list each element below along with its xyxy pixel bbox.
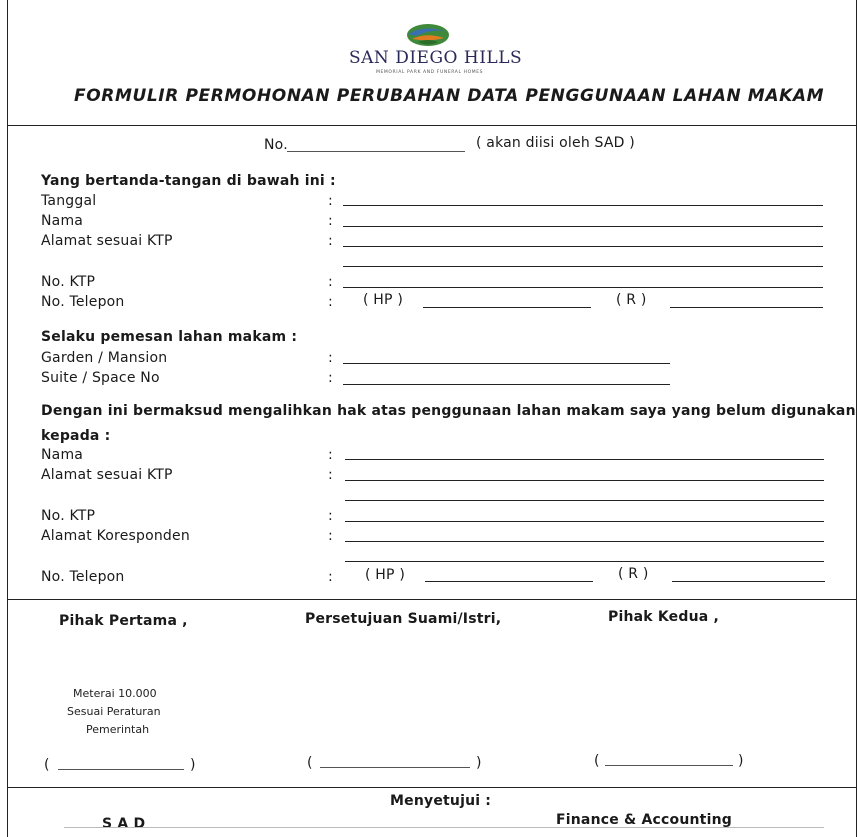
recipient-address-label: Alamat sesuai KTP [41,467,173,483]
first-party-close-paren: ) [190,757,196,773]
signer-name-field[interactable] [343,226,823,227]
signer-ktp-label: No. KTP [41,274,96,290]
order-heading: Selaku pemesan lahan makam : [41,329,298,345]
signer-name-label: Nama [41,213,84,229]
order-garden-label: Garden / Mansion [41,350,168,366]
stamp-note-line-1: Meterai 10.000 [73,687,157,700]
recipient-correspondence-field[interactable] [345,541,824,542]
number-field[interactable] [287,151,465,152]
colon: : [328,350,333,366]
colon: : [328,294,333,310]
recipient-name-field[interactable] [345,459,824,460]
signer-address-field[interactable] [343,246,823,247]
second-party-label: Pihak Kedua , [608,609,719,625]
recipient-address-field[interactable] [345,480,824,481]
first-party-label: Pihak Pertama , [59,613,188,629]
number-label: No. [264,137,288,153]
colon: : [328,274,333,290]
order-garden-field[interactable] [343,363,670,364]
signature-divider [7,599,857,600]
order-suite-label: Suite / Space No [41,370,160,386]
signer-hp-label: ( HP ) [363,292,403,308]
transfer-heading: Dengan ini bermaksud mengalihkan hak atas penggunaan lahan makam saya yang belum digunakan [41,403,856,419]
second-party-signature-field[interactable] [605,765,733,766]
recipient-correspondence-field-2[interactable] [345,561,824,562]
recipient-address-field-2[interactable] [345,500,824,501]
colon: : [328,528,333,544]
recipient-ktp-field[interactable] [345,521,824,522]
transfer-heading-2: kepada : [41,428,111,444]
spouse-close-paren: ) [476,755,482,771]
signer-date-field[interactable] [343,205,823,206]
brand-tagline: MEMORIAL PARK AND FUNERAL HOMES [376,70,484,75]
signer-home-label: ( R ) [616,292,647,308]
second-party-open-paren: ( [594,753,600,769]
recipient-home-label: ( R ) [618,566,649,582]
header-divider [7,125,857,126]
signer-home-field[interactable] [670,307,823,308]
second-party-close-paren: ) [738,753,744,769]
approval-finance-label: Finance & Accounting [556,812,732,828]
colon: : [328,193,333,209]
spouse-approval-label: Persetujuan Suami/Istri, [305,611,502,627]
recipient-hp-label: ( HP ) [365,567,405,583]
recipient-correspondence-label: Alamat Koresponden [41,528,190,544]
number-note: ( akan diisi oleh SAD ) [476,135,635,151]
recipient-phone-label: No. Telepon [41,569,125,585]
signer-address-field-2[interactable] [343,266,823,267]
signer-ktp-field[interactable] [343,287,823,288]
approval-sad-label: S A D [102,816,146,832]
recipient-name-label: Nama [41,447,84,463]
approval-divider [7,787,857,788]
stamp-note-line-3: Pemerintah [86,723,150,736]
colon: : [328,213,333,229]
brand-name: SAN DIEGO HILLS [349,48,523,68]
signer-address-label: Alamat sesuai KTP [41,233,173,249]
spouse-open-paren: ( [307,755,313,771]
colon: : [328,508,333,524]
colon: : [328,447,333,463]
recipient-ktp-label: No. KTP [41,508,96,524]
first-party-open-paren: ( [44,757,50,773]
colon: : [328,467,333,483]
approval-bottom-rule [64,827,824,828]
signer-heading: Yang bertanda-tangan di bawah ini : [41,173,336,189]
colon: : [328,569,333,585]
signer-date-label: Tanggal [41,193,97,209]
signer-hp-field[interactable] [423,307,591,308]
order-suite-field[interactable] [343,384,670,385]
signer-phone-label: No. Telepon [41,294,125,310]
first-party-signature-field[interactable] [58,769,184,770]
colon: : [328,370,333,386]
spouse-signature-field[interactable] [320,767,470,768]
form-title: FORMULIR PERMOHONAN PERUBAHAN DATA PENGGUNAAN LAHAN MAKAM [74,86,825,106]
approval-heading: Menyetujui : [390,793,492,809]
recipient-hp-field[interactable] [425,581,593,582]
stamp-note-line-2: Sesuai Peraturan [67,705,161,718]
recipient-home-field[interactable] [672,581,825,582]
colon: : [328,233,333,249]
